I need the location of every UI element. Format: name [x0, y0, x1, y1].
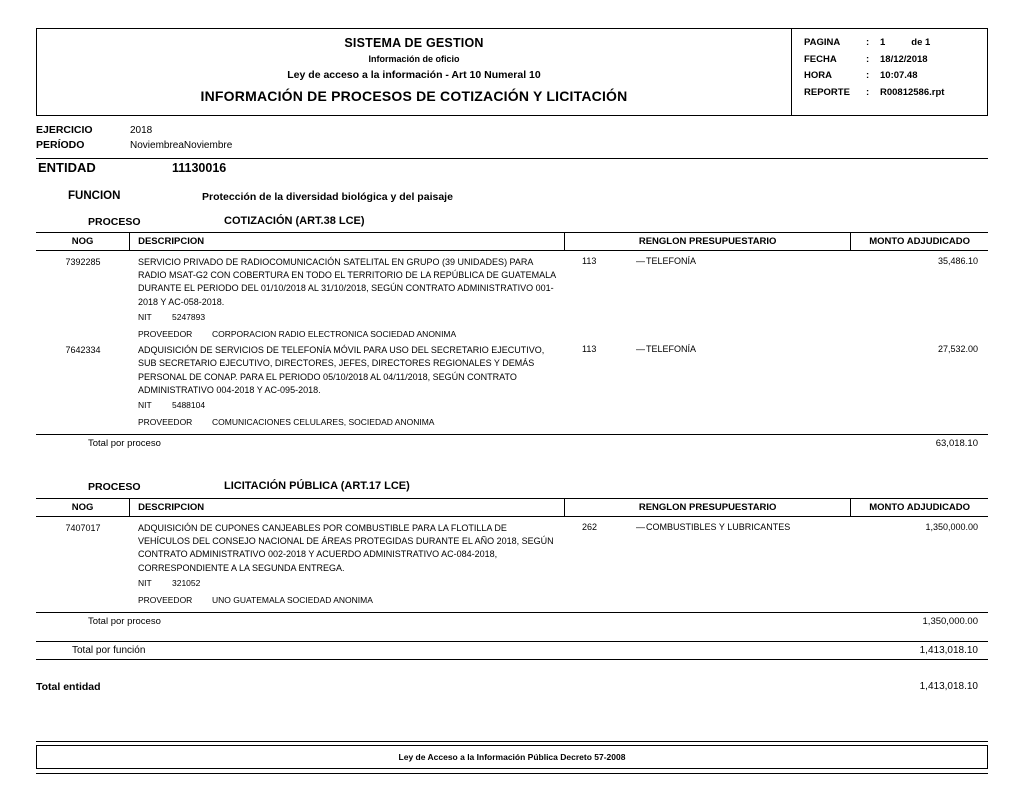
- col-header-monto: MONTO ADJUDICADO: [869, 236, 971, 247]
- row-renglon: [560, 344, 848, 429]
- ejercicio-row: [36, 124, 988, 136]
- meta-colon-pagina: :: [866, 37, 870, 48]
- total-funcion-value: 1,413,018.10: [919, 645, 978, 656]
- funcion-label: FUNCION: [68, 190, 121, 202]
- meta-colon-fecha: :: [866, 53, 870, 65]
- report-title: INFORMACIÓN DE PROCESOS DE COTIZACIÓN Y LICITACIÓN: [200, 88, 628, 104]
- proceso-table-2: [36, 498, 988, 627]
- total-funcion-row: [36, 641, 988, 660]
- meta-colon-reporte: :: [866, 86, 870, 98]
- table-row: [36, 251, 988, 341]
- renglon-nombre: TELEFONÍA: [646, 256, 697, 266]
- periodo-label: PERÍODO: [36, 139, 85, 151]
- row-descripcion-block: [130, 344, 560, 429]
- row-nog: 7407017: [65, 523, 101, 533]
- total-funcion-label: Total por función: [72, 645, 146, 656]
- total-proceso-row-1: [36, 434, 988, 449]
- proveedor-label: PROVEEDOR: [138, 329, 193, 340]
- table-row: [36, 517, 988, 607]
- meta-row-pagina: [804, 37, 987, 48]
- system-title: SISTEMA DE GESTION: [344, 36, 484, 50]
- nit-label: NIT: [138, 400, 152, 411]
- ejercicio-label: EJERCICIO: [36, 124, 93, 136]
- proveedor-label: PROVEEDOR: [138, 595, 193, 606]
- proveedor-value: CORPORACION RADIO ELECTRONICA SOCIEDAD ANONIMA: [212, 329, 457, 340]
- ejercicio-periodo-block: [36, 124, 988, 154]
- divider-entidad-top: [36, 158, 988, 159]
- header-subtitle: Información de oficio: [368, 54, 460, 64]
- ejercicio-value: 2018: [130, 125, 153, 136]
- entidad-label: ENTIDAD: [38, 160, 96, 175]
- row-renglon: [560, 256, 848, 341]
- row-descripcion: ADQUISICIÓN DE SERVICIOS DE TELEFONÍA MÓVIL PARA USO DEL SECRETARIO EJECUTIVO, SUB SECRETARIO EJECUTIVO, DIRECTORES, JEFES, DIRECTORES REGIONALES Y DEMÁS PERSONAL DE CONAP. PARA EL PERIODO 05/10/2018 AL 04/11/2018, SEGÚN CONTRATO ADMINISTRATIVO 004-2018 Y AC-095-2018.: [138, 345, 545, 395]
- renglon-nombre: TELEFONÍA: [646, 344, 697, 355]
- row-nog: 7642334: [65, 345, 101, 356]
- row-monto: 1,350,000.00: [925, 522, 978, 532]
- row-proveedor-line: [138, 416, 560, 429]
- header-titles: [37, 29, 791, 115]
- renglon-nombre: COMBUSTIBLES Y LUBRICANTES: [646, 522, 791, 532]
- proveedor-label: PROVEEDOR: [138, 417, 193, 428]
- meta-value-hora: 10:07.48: [880, 70, 918, 81]
- table-header-2: [36, 498, 988, 517]
- meta-value-pagina: 1: [880, 37, 886, 48]
- row-nit-line: [138, 311, 560, 324]
- total-entidad-spacer: [560, 681, 848, 693]
- nit-label: NIT: [138, 577, 152, 588]
- nit-value: 321052: [172, 577, 201, 588]
- row-nog: 7392285: [65, 257, 101, 267]
- row-monto: 27,532.00: [937, 344, 978, 355]
- funcion-value: Protección de la diversidad biológica y del paisaje: [202, 191, 453, 203]
- total-proceso-label: Total por proceso: [88, 438, 161, 450]
- row-descripcion-block: [130, 256, 560, 341]
- proceso-label-2: PROCESO: [88, 481, 141, 493]
- row-monto: 35,486.10: [937, 256, 978, 266]
- total-entidad-row: [36, 681, 988, 693]
- col-header-descripcion: DESCRIPCION: [130, 233, 565, 250]
- total-proceso-spacer: [560, 616, 848, 627]
- total-entidad-value: 1,413,018.10: [919, 681, 978, 692]
- nit-value: 5247893: [172, 311, 206, 322]
- periodo-row: [36, 139, 988, 151]
- row-renglon: [560, 522, 848, 607]
- nit-value: 5488104: [172, 400, 206, 411]
- total-proceso-value: 1,350,000.00: [922, 616, 978, 628]
- total-proceso-spacer: [560, 438, 848, 449]
- total-proceso-value: 63,018.10: [935, 438, 978, 450]
- meta-value-reporte: R00812586.rpt: [880, 86, 945, 98]
- renglon-codigo: 113: [582, 344, 597, 355]
- total-funcion-spacer: [560, 645, 848, 656]
- row-nit-line: [138, 399, 560, 412]
- total-proceso-row-2: [36, 612, 988, 627]
- meta-value-fecha: 18/12/2018: [880, 53, 928, 65]
- meta-row-fecha: [804, 54, 987, 65]
- meta-value-pagina-total: de 1: [911, 37, 931, 48]
- total-entidad-label: Total entidad: [36, 681, 101, 693]
- row-proveedor-line: [138, 594, 560, 607]
- proceso-label-1: PROCESO: [88, 216, 141, 228]
- renglon-dash-icon: —: [636, 256, 645, 266]
- proceso-name-1: COTIZACIÓN (ART.38 LCE): [224, 215, 365, 227]
- row-descripcion: ADQUISICIÓN DE CUPONES CANJEABLES POR COMBUSTIBLE PARA LA FLOTILLA DE VEHÍCULOS DEL CONSEJO NACIONAL DE ÁREAS PROTEGIDAS DURANTE EL AÑO 2018, SEGÚN CONTRATO ADMINISTRATIVO 002-2018 Y ACUERDO ADMINISTRATIVO AC-084-2018, CORRESPONDIENTE A LA SEGUNDA ENTREGA.: [138, 523, 554, 573]
- report-header: [36, 28, 988, 116]
- meta-colon-hora: :: [866, 70, 870, 81]
- meta-row-reporte: [804, 87, 987, 98]
- renglon-dash-icon: —: [636, 522, 645, 532]
- periodo-from: Noviembre: [130, 140, 179, 151]
- col-header-renglon: RENGLON PRESUPUESTARIO: [565, 499, 851, 516]
- renglon-codigo: 113: [582, 256, 597, 266]
- entidad-code: 11130016: [172, 161, 227, 175]
- renglon-codigo: 262: [582, 522, 598, 532]
- col-header-monto: MONTO ADJUDICADO: [869, 502, 971, 513]
- periodo-separator: a: [178, 140, 184, 151]
- meta-label-hora: HORA: [804, 70, 832, 81]
- col-header-nog: NOG: [36, 499, 130, 516]
- header-law-line: Ley de acceso a la información - Art 10 Numeral 10: [287, 69, 541, 81]
- proceso-name-2: LICITACIÓN PÚBLICA (ART.17 LCE): [224, 480, 410, 492]
- col-header-nog: NOG: [36, 233, 130, 250]
- meta-label-fecha: FECHA: [804, 53, 837, 65]
- meta-label-pagina: PAGINA: [804, 37, 841, 48]
- col-header-renglon: RENGLON PRESUPUESTARIO: [565, 233, 851, 250]
- header-meta: [791, 29, 987, 115]
- periodo-to: Noviembre: [183, 140, 233, 151]
- row-descripcion: SERVICIO PRIVADO DE RADIOCOMUNICACIÓN SATELITAL EN GRUPO (39 UNIDADES) PARA RADIO MSAT-G2 CON COBERTURA EN TODO EL TERRITORIO DE LA REPÚBLICA DE GUATEMALA DURANTE EL PERIODO DEL 01/10/2018 AL 31/10/2018, SEGÚN CONTRATO ADMINISTRATIVO 001-2018 Y AC-058-2018.: [138, 257, 556, 307]
- proveedor-value: UNO GUATEMALA SOCIEDAD ANONIMA: [212, 595, 373, 606]
- row-nit-line: [138, 577, 560, 590]
- total-proceso-label: Total por proceso: [88, 616, 161, 628]
- table-row: [36, 341, 988, 429]
- proceso-table-1: [36, 232, 988, 449]
- footer-note: Ley de Acceso a la Información Pública Decreto 57-2008: [36, 745, 988, 769]
- footer-bottom-divider: [36, 773, 988, 774]
- nit-label: NIT: [138, 311, 152, 322]
- col-header-descripcion: DESCRIPCION: [130, 499, 565, 516]
- row-proveedor-line: [138, 328, 560, 341]
- meta-row-hora: [804, 70, 987, 81]
- proveedor-value: COMUNICACIONES CELULARES, SOCIEDAD ANONIMA: [212, 417, 435, 428]
- row-descripcion-block: [130, 522, 560, 607]
- footer-divider: [36, 741, 988, 742]
- renglon-dash-icon: —: [636, 344, 645, 355]
- meta-label-reporte: REPORTE: [804, 86, 850, 98]
- table-header-1: [36, 232, 988, 251]
